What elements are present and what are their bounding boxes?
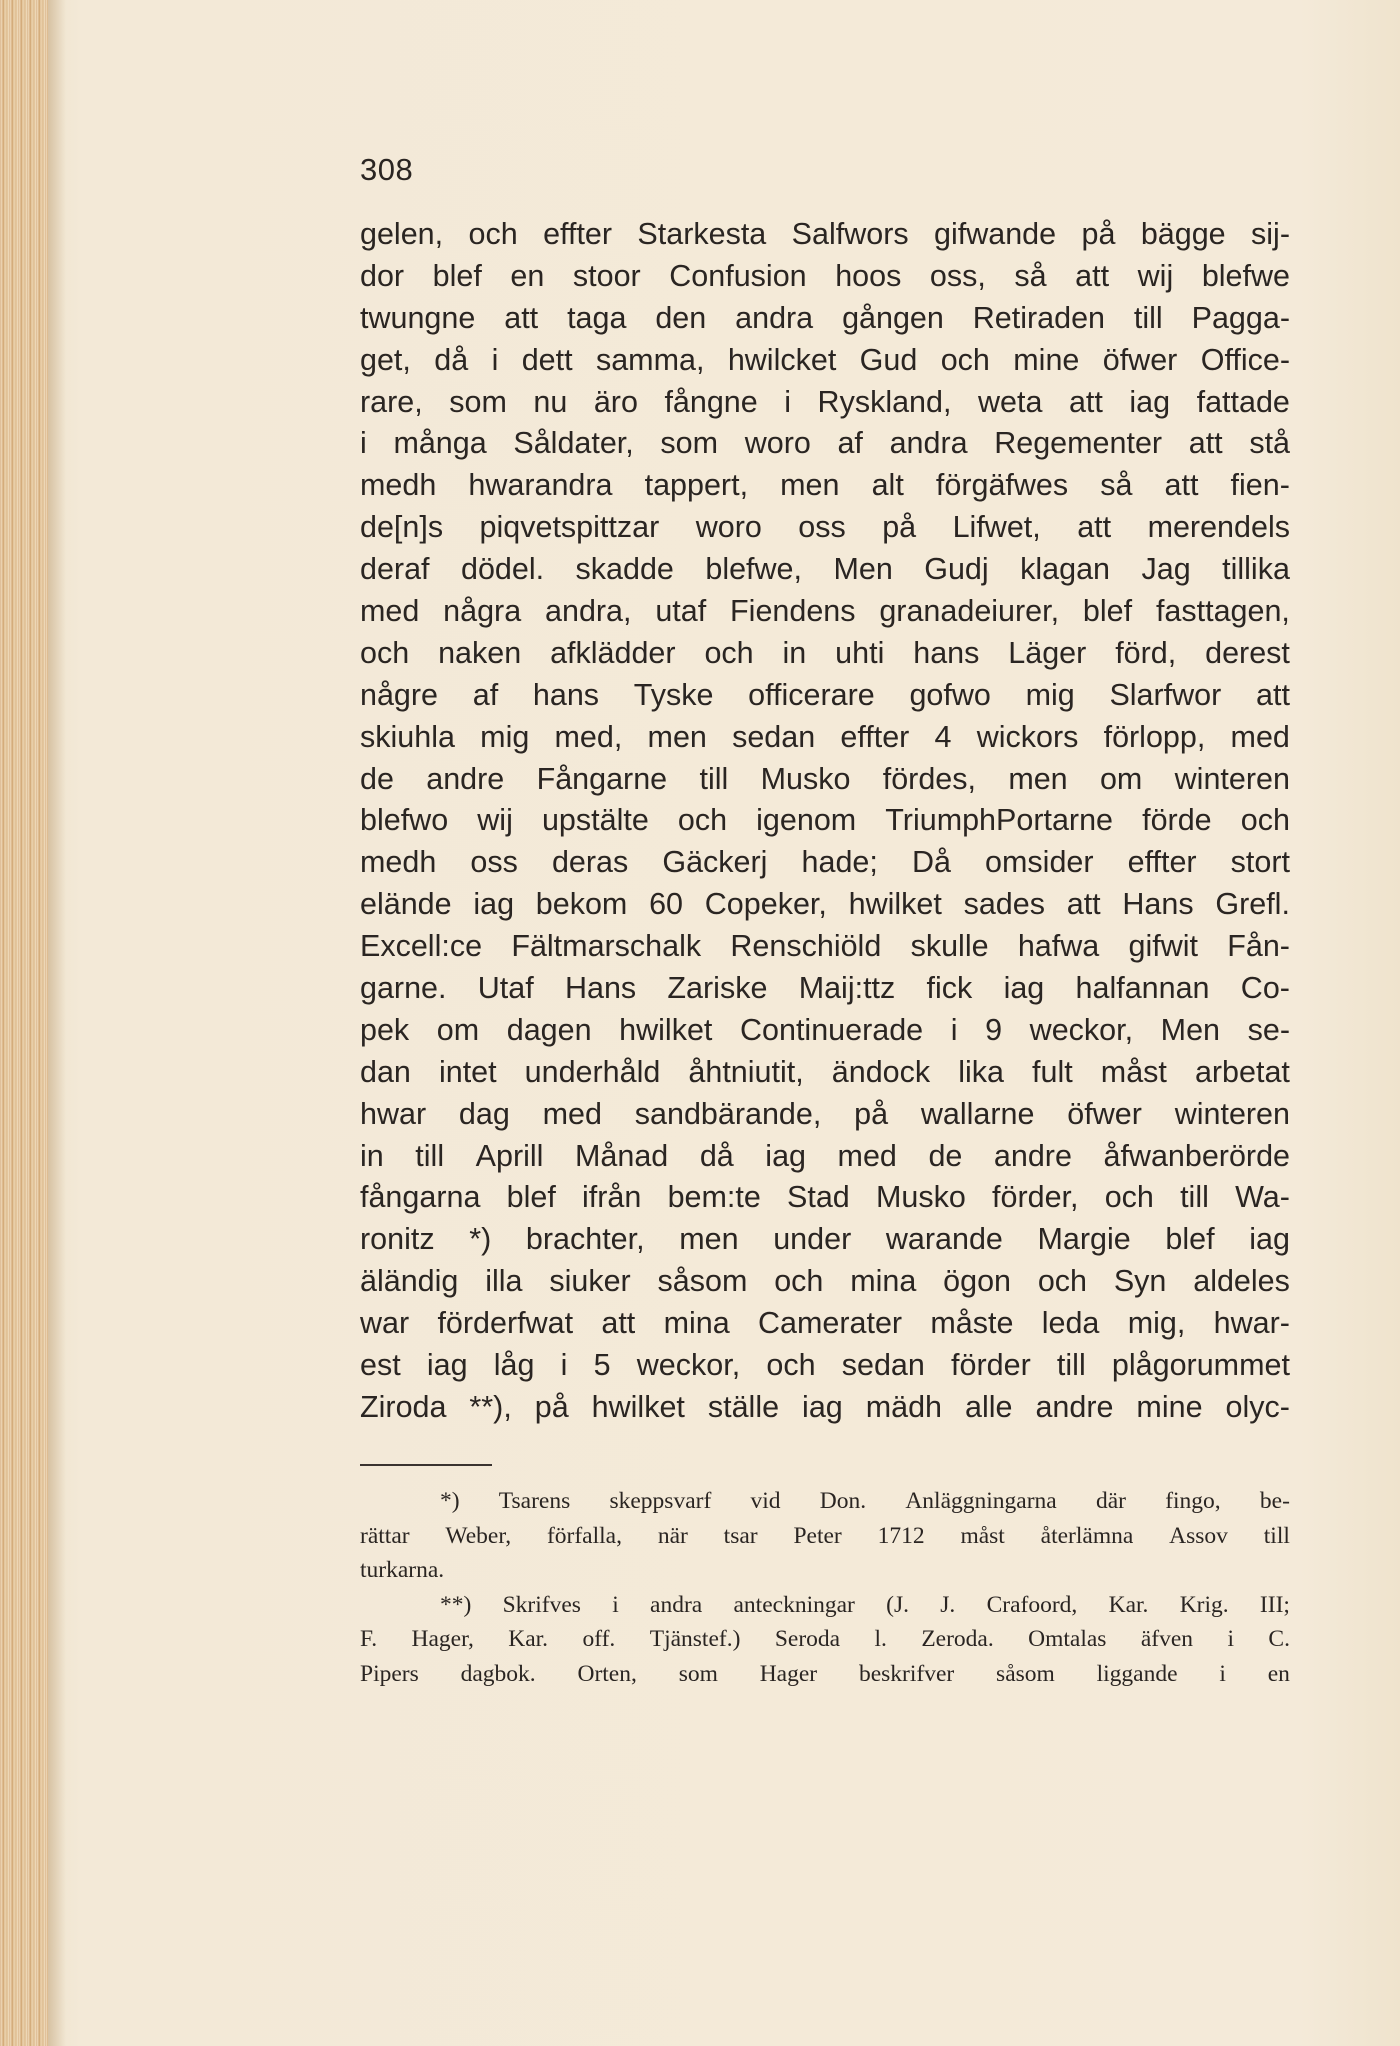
text-line: rare, som nu äro fångne i Ryskland, weta att iag fattade xyxy=(360,384,1290,419)
text-line: gelen, och effter Starkesta Salfwors gifwande på bägge sij- xyxy=(360,217,1290,251)
text-line: medh hwarandra tappert, men alt förgäfwes så att fien- xyxy=(360,468,1290,503)
footnote-line: Pipers dagbok. Orten, som Hager beskrifver såsom liggande i en xyxy=(360,1660,1290,1687)
text-line: med några andra, utaf Fiendens granadeiurer, blef fasttagen, xyxy=(360,594,1290,629)
text-line: deraf dödel. skadde blefwe, Men Gudj klagan Jag tillika xyxy=(360,552,1290,587)
footnote-line: **) Skrifves i andra anteckningar (J. J. Crafoord, Kar. Krig. III; xyxy=(440,1591,1290,1618)
text-line: get, då i dett samma, hwilcket Gud och mine öfwer Office- xyxy=(360,342,1290,377)
text-line: hwar dag med sandbärande, på wallarne öfwer winteren xyxy=(360,1096,1290,1131)
text-line: war förderfwat att mina Camerater måste leda mig, hwar- xyxy=(360,1306,1290,1341)
footnote-line: F. Hager, Kar. off. Tjänstef.) Seroda l. Zeroda. Omtalas äfven i C. xyxy=(360,1626,1290,1652)
text-line: in till Aprill Månad då iag med de andre åfwanberörde xyxy=(360,1138,1290,1173)
body-text xyxy=(360,214,1290,1429)
text-line: elände iag bekom 60 Copeker, hwilket sades att Hans Grefl. xyxy=(360,887,1290,922)
text-line: dor blef en stoor Confusion hoos oss, så att wij blefwe xyxy=(360,258,1290,293)
footnote-line: *) Tsarens skeppsvarf vid Don. Anläggningarna där fingo, be- xyxy=(440,1488,1290,1514)
footnote-line: turkarna. xyxy=(360,1557,445,1583)
text-line: och naken afklädder och in uhti hans Läger förd, derest xyxy=(360,635,1290,670)
page-number: 308 xyxy=(360,152,414,187)
text-line: dan intet underhåld åhtniutit, ändock lika fult måst arbetat xyxy=(360,1054,1290,1089)
footnote-divider xyxy=(360,1464,492,1466)
text-line: någre af hans Tyske officerare gofwo mig Slarfwor att xyxy=(360,677,1290,712)
footnotes xyxy=(360,1484,1290,1691)
footnote-line: rättar Weber, förfalla, när tsar Peter 1712 måst återlämna Assov till xyxy=(360,1522,1290,1549)
text-line: äländig illa siuker såsom och mina ögon och Syn aldeles xyxy=(360,1264,1290,1299)
text-line: blefwo wij upstälte och igenom TriumphPortarne förde och xyxy=(360,803,1290,838)
text-line: Ziroda **), på hwilket ställe iag mädh alle andre mine olyc- xyxy=(360,1389,1290,1424)
text-line: de andre Fångarne till Musko fördes, men om winteren xyxy=(360,761,1290,796)
text-line: twungne att taga den andra gången Retiraden till Pagga- xyxy=(360,300,1290,335)
text-line: pek om dagen hwilket Continuerade i 9 weckor, Men se- xyxy=(360,1012,1290,1047)
text-line: skiuhla mig med, men sedan effter 4 wickors förlopp, med xyxy=(360,719,1290,754)
text-line: est iag låg i 5 weckor, och sedan förder till plågorummet xyxy=(360,1348,1290,1383)
book-binding-edge xyxy=(0,0,48,2046)
text-line: ronitz *) brachter, men under warande Margie blef iag xyxy=(360,1222,1290,1257)
text-line: de[n]s piqvetspittzar woro oss på Lifwet, att merendels xyxy=(360,510,1290,545)
binding-shadow xyxy=(48,0,66,2046)
text-line: fångarna blef ifrån bem:te Stad Musko förder, och till Wa- xyxy=(360,1180,1290,1215)
text-line: Excell:ce Fältmarschalk Renschiöld skulle hafwa gifwit Fån- xyxy=(360,929,1290,964)
text-line: medh oss deras Gäckerj hade; Då omsider effter stort xyxy=(360,845,1290,880)
text-line: i många Såldater, som woro af andra Regementer att stå xyxy=(360,426,1290,461)
text-line: garne. Utaf Hans Zariske Maij:ttz fick iag halfannan Co- xyxy=(360,971,1290,1006)
